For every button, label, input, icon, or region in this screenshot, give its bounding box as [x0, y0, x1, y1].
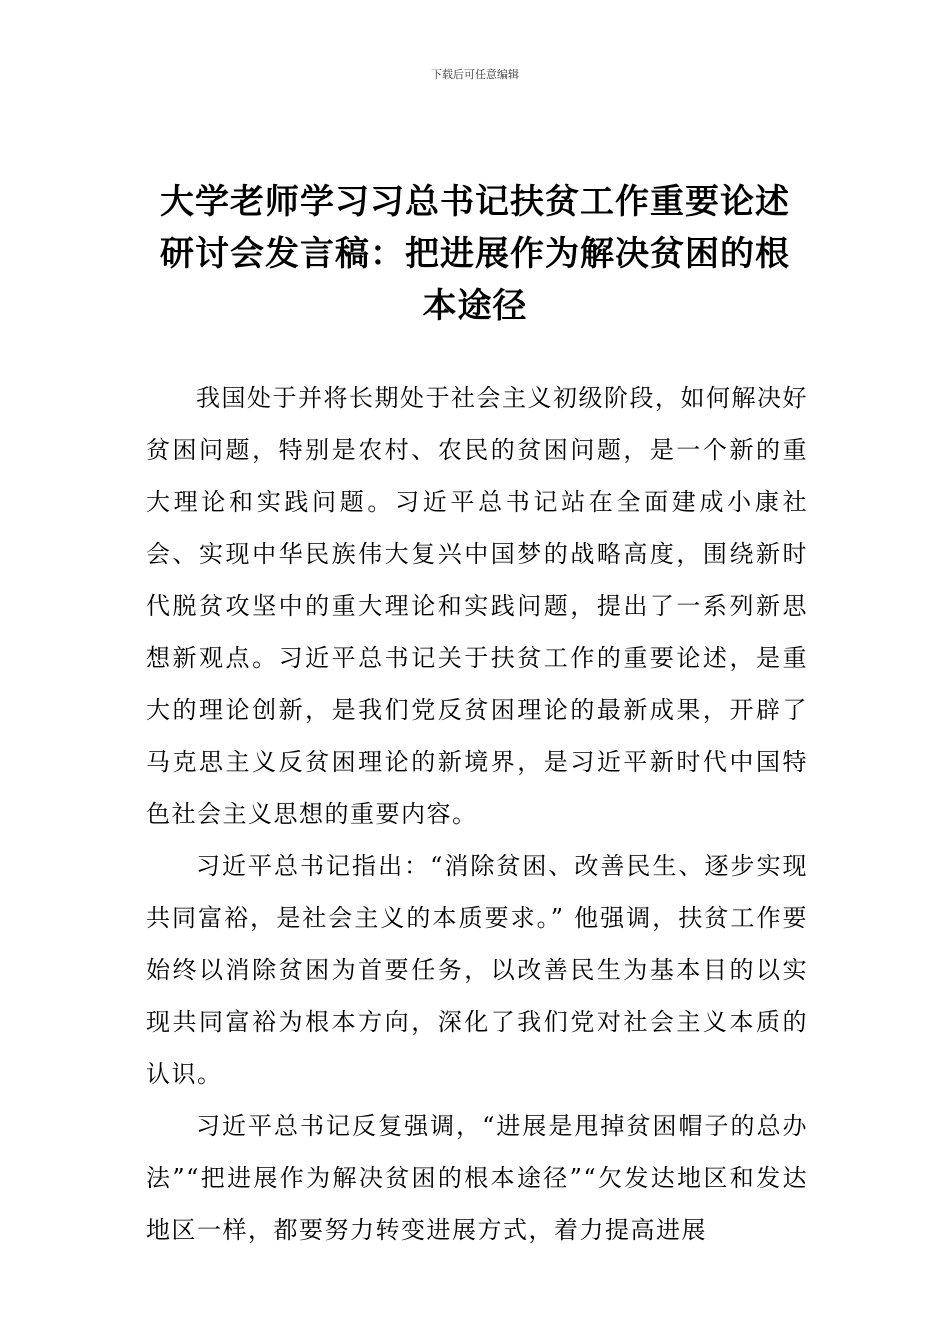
paragraph-3: 习近平总书记反复强调，“进展是甩掉贫困帽子的总办法”“把进展作为解决贫困的根本途径”“欠发达地区和发达地区一样，都要努力转变进展方式，着力提高进展: [146, 1112, 808, 1244]
header-note: 下载后可任意编辑: [431, 68, 519, 81]
document-title: 大学老师学习习总书记扶贫工作重要论述研讨会发言稿：把进展作为解决贫困的根本途径: [160, 182, 790, 326]
document-body: [146, 372, 808, 1256]
paragraph-1: 我国处于并将长期处于社会主义初级阶段，如何解决好贫困问题，特别是农村、农民的贫困问题，是一个新的重大理论和实践问题。习近平总书记站在全面建成小康社会、实现中华民族伟大复兴中国梦的战略高度，围绕新时代脱贫攻坚中的重大理论和实践问题，提出了一系列新思想新观点。习近平总书记关于扶贫工作的重要论述，是重大的理论创新，是我们党反贫困理论的最新成果，开辟了马克思主义反贫困理论的新境界，是习近平新时代中国特色社会主义思想的重要内容。: [146, 384, 808, 828]
paragraph-2: 习近平总书记指出：“消除贫困、改善民生、逐步实现共同富裕，是社会主义的本质要求。” 他强调，扶贫工作要始终以消除贫困为首要任务，以改善民生为基本目的以实现共同富裕为根本方向，深化了我们党对社会主义本质的认识。: [146, 852, 808, 1088]
